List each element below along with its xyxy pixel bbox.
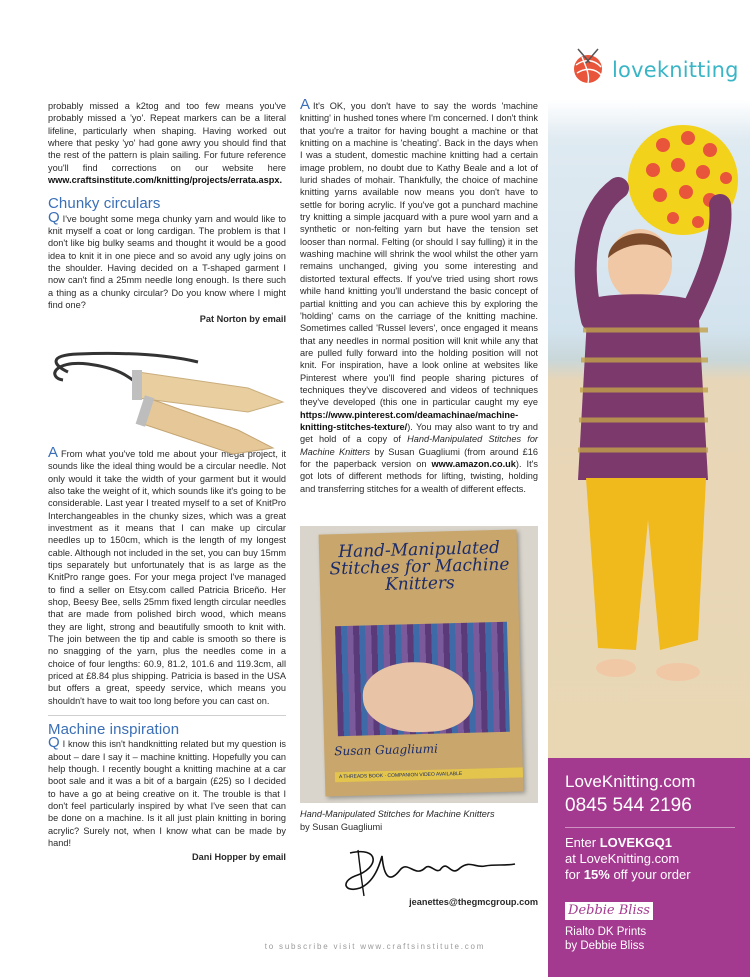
answer-mark-a: A: [300, 96, 311, 113]
machine-question: Q I know this isn't handknitting related but my question is about – dare I say it – machine knitting. Hopefully you can help though. I recently bought a knitting machine at a car boot sale and it was a bit of a bargain (£25) so I decided to have a go at being creative on it. The trouble is that I don't feel particularly inspired by what I've seen that can be done on a machine. Is it all just plain knitting in boring acrylic? Surely not, when I know what can be made by hand!: [48, 734, 286, 849]
chunky-circulars-heading: Chunky circulars: [48, 195, 161, 213]
ad-product: Rialto DK Prints by Debbie Bliss: [565, 926, 647, 952]
yarn-ball-logo-icon: [568, 45, 608, 85]
page-footer: to subscribe visit www.craftsinstitute.com: [264, 942, 486, 951]
book-cover-title: Hand-Manipulated Stitches for Machine Knitters: [329, 537, 510, 595]
chunky-question: Q I've bought some mega chunky yarn and would like to knit myself a coat or long cardigan. The problem is that I don't like big bulky seams and thought it would be a good idea to knit it in one piece and so avoid any ugly joins on the shoulder. Having decided on a T-shaped garment I now can't find a 25mm needle long enough. Is there such a thing as a chunky circular? Do you know where I might find one?: [48, 208, 286, 311]
author-email[interactable]: jeanettes@thegmcgroup.com: [409, 897, 538, 907]
book-cover: [319, 529, 524, 796]
column-b: [300, 96, 539, 495]
machine-answer: A It's OK, you don't have to say the words 'machine knitting' in hushed tones where I'm concerned. I don't think that you're a traitor for having bought a machine or that knitting on a machine is 'cheating'. Back in the days when I was a student, domestic machine knitting had a certain image problem, no doubt due to Kathy Beale and a lot of lurid shades of mohair. Thankfully, the choice of machine knitting yarns available now means you don't have to settle for boring acrylic. If you've got a punchard machine try knitting a simple jacquard with a pure wool yarn and a synthetic or non-felting yarn but have the tension set looser than normal. Felting (or should I say fulling) it in the washing machine will shrink the wool whilst the other yarn remains unchanged, giving you some interesting and distorted textural effects. If you've tried using short rows while hand knitting you'll understand the basic concept of partial knitting and you can achieve this by exploring the 'holding' cams on the carriage of the knitting machine. Sometimes called 'Russel levers', once engaged it means that any needles in normal position will knit while any that are pulled fully forward into the holding position will not knit. For inspiration, have a look online at websites like Pinterest where you'll find people sharing pictures of techniques they've discovered and videos of techniques they've developed (this one in particular caught my eye https://www.pinterest.com/deamachinae/machine-knitting-stitches-texture/). You may also want to try and get hold of a copy of Hand-Manipulated Stitches for Machine Knitters by Susan Guagliumi (from around £16 for the paperback version on www.amazon.co.uk). It's got lots of different methods for lifting, twisting, holding and transferring stitches for a wealth of different effects.: [300, 96, 539, 494]
signature-image: [320, 838, 520, 898]
intro-paragraph: probably missed a k2tog and too few means you've probably missed a 'yo'. Repeat markers can be a literal lifeline, particularly when shaping. Having worked out where that pesky 'yo' had gone awry you should find that the rest of the pattern is plain sailing. For future reference you'll find corrections on our website here www.craftsinstitute.com/knitting/projects/errata.aspx.: [48, 101, 286, 186]
ad-promo-text: Enter LOVEKGQ1 at LoveKnitting.com for 15% off your order: [565, 835, 691, 882]
promo-code: LOVEKGQ1: [599, 835, 672, 850]
machine-signoff: Dani Hopper by email: [192, 851, 286, 862]
child-with-ball-photo: [548, 0, 750, 758]
ad-divider: [565, 827, 735, 828]
ad-photo-panel: [548, 0, 750, 758]
circular-needles-image: [48, 350, 286, 460]
debbie-bliss-logo: Debbie Bliss: [565, 902, 653, 920]
loveknitting-logo: loveknitting: [612, 58, 739, 82]
book-photo: [300, 526, 538, 803]
ad-phone: 0845 544 2196: [565, 795, 692, 816]
section-divider: [48, 715, 286, 716]
chunky-answer: A From what you've told me about your mega project, it sounds like the ideal thing would be a circular needle. Not only would it take the width of your garment but it would also take the weight of it, which sounds like it's going to be considerable. Last year I treated myself to a set of KnitPro Interchangeables in the chunky sizes, which was a great investment as it means that I can make up circular needles up to 150cm, which is the length of my longest cable. Although not included in the set, you can buy 15mm tips separately but unfortunately that is as large as the KnitPro range goes. For your mega project I've managed to find a seller on Etsy.com called Patricia Briceño. Her shop, Beesy Bee, sells 25mm fixed length circular needles that are made from polished birch wood, which means they are light, strong and beautifully smooth to knit with. The join between the tip and cable is smooth so there is no snagging of the yarn, plus the needles come in a choice of four lengths: 60.9, 81.2, 101.6 and 119.3cm, all priced at £8.84 plus shipping. Patricia is based in the USA but offers a great, speedy service, which means you shouldn't have to wait too long before you can cast on.: [48, 443, 286, 706]
chunky-signoff: Pat Norton by email: [199, 313, 286, 324]
promo-discount: 15%: [583, 867, 610, 882]
book-cover-author: Susan Guagliumi: [334, 741, 439, 759]
book-caption: Hand-Manipulated Stitches for Machine Knitters by Susan Guagliumi: [300, 809, 495, 832]
book-cover-footer: A THREADS BOOK · COMPANION VIDEO AVAILABLE: [335, 767, 523, 782]
ad-website[interactable]: LoveKnitting.com: [565, 772, 696, 791]
pinterest-link[interactable]: https://www.pinterest.com/deamachinae/machine-knitting-stitches-texture/: [300, 409, 519, 432]
errata-link[interactable]: www.craftsinstitute.com/knitting/projects/errata.aspx.: [48, 175, 282, 186]
column-a: [48, 100, 286, 863]
ad-promo-panel: [548, 758, 750, 977]
question-mark-q: Q: [48, 734, 60, 752]
amazon-link[interactable]: www.amazon.co.uk: [431, 458, 516, 469]
machine-inspiration-heading: Machine inspiration: [48, 721, 180, 739]
question-mark-q: Q: [48, 208, 60, 226]
answer-mark-a: A: [48, 443, 59, 461]
